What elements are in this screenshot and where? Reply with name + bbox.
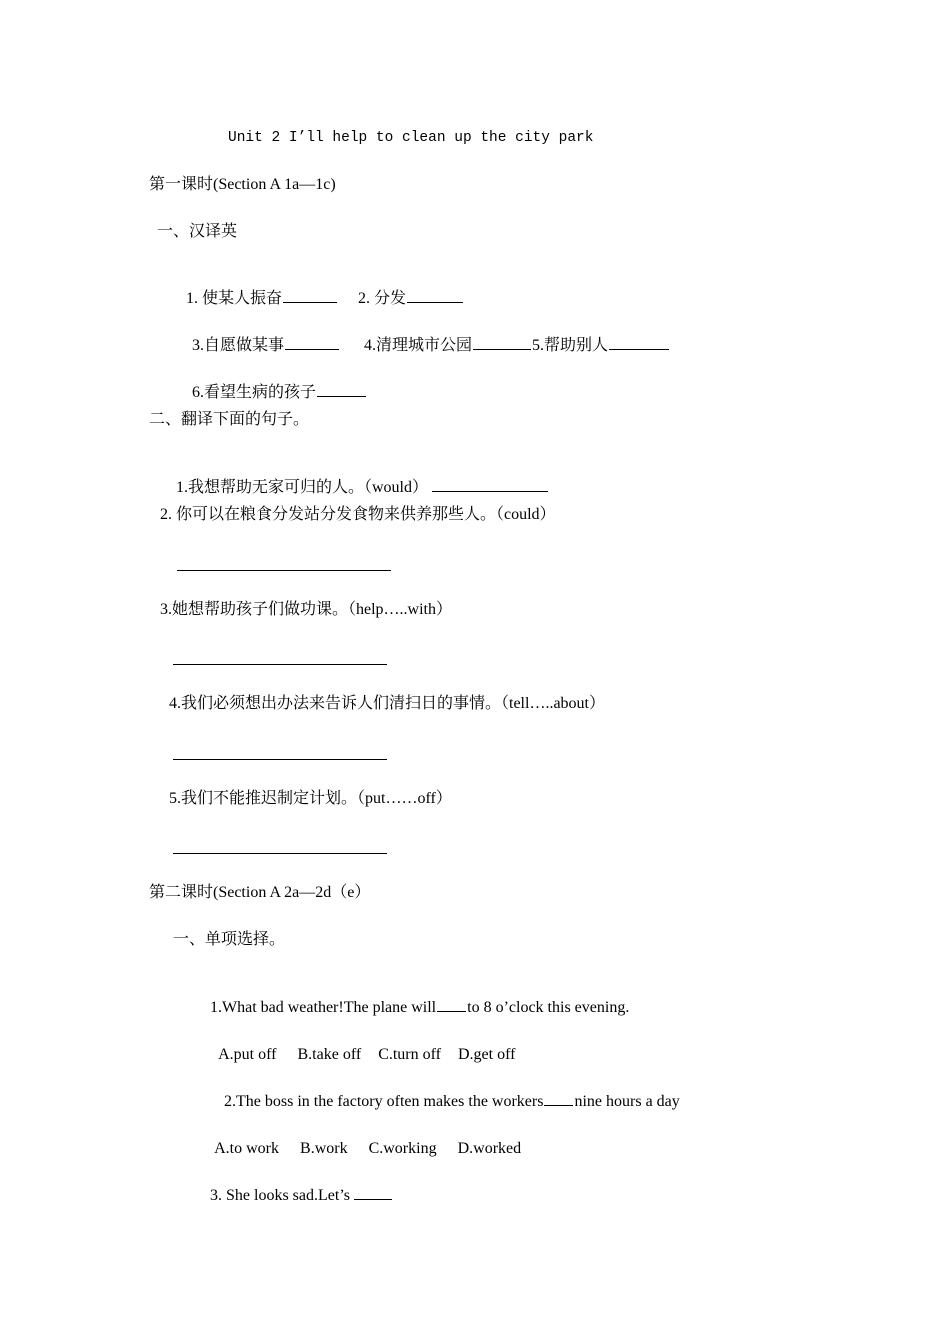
question-1-stem-end: to 8 o’clock this evening. (467, 999, 630, 1016)
page-title: Unit 2 I’ll help to clean up the city park (228, 130, 594, 146)
option-a[interactable]: A.put off (218, 1046, 277, 1063)
vocab-item-1: 1. 使某人振奋 (186, 290, 283, 307)
sentence-5: 5.我们不能推迟制定计划。（put……off） (169, 790, 452, 807)
vocab-item-4: 4.清理城市公园 (364, 337, 473, 354)
sentence-3: 3.她想帮助孩子们做功课。（help…..with） (160, 601, 452, 618)
answer-line[interactable] (173, 853, 387, 854)
option-c[interactable]: C.working (368, 1140, 437, 1157)
answer-blank[interactable] (285, 348, 339, 350)
question-2-stem: 2.The boss in the factory often makes the workers (224, 1093, 544, 1110)
answer-blank[interactable] (283, 301, 337, 303)
question-3 (194, 1166, 393, 1226)
answer-blank[interactable] (354, 1198, 392, 1200)
answer-line[interactable] (177, 570, 391, 571)
question-2-stem-end: nine hours a day (574, 1093, 680, 1110)
vocab-item-2: 2. 分发 (358, 290, 407, 307)
answer-blank[interactable] (609, 348, 669, 350)
question-3-stem: 3. She looks sad.Let’s (210, 1187, 350, 1204)
lesson2-part1-heading: 一、单项选择。 (173, 931, 286, 948)
lesson1-part2-heading: 二、翻译下面的句子。 (149, 411, 310, 428)
sentence-2: 2. 你可以在粮食分发站分发食物来供养那些人。（could） (160, 506, 556, 523)
vocab-item-5: 5.帮助别人 (532, 337, 609, 354)
lesson1-part1-heading: 一、汉译英 (157, 223, 238, 240)
answer-blank[interactable] (432, 490, 548, 492)
vocab-item-6: 6.看望生病的孩子 (192, 384, 317, 401)
answer-blank[interactable] (437, 1010, 466, 1012)
question-1-stem: 1.What bad weather!The plane will (210, 999, 437, 1016)
lesson2-heading: 第二课时(Section A 2a—2d（e） (149, 884, 371, 901)
vocab-item-3: 3.自愿做某事 (192, 337, 285, 354)
answer-blank[interactable] (317, 395, 366, 397)
option-b[interactable]: B.take off (297, 1046, 362, 1063)
answer-line[interactable] (173, 759, 387, 760)
lesson1-heading: 第一课时(Section A 1a—1c) (149, 176, 336, 193)
answer-blank[interactable] (407, 301, 463, 303)
option-c[interactable]: C.turn off (378, 1046, 441, 1063)
sentence-4: 4.我们必须想出办法来告诉人们清扫日的事情。（tell…..about） (169, 695, 605, 712)
option-b[interactable]: B.work (300, 1140, 348, 1157)
option-d[interactable]: D.worked (457, 1140, 522, 1157)
option-a[interactable]: A.to work (214, 1140, 280, 1157)
answer-blank[interactable] (473, 348, 531, 350)
answer-blank[interactable] (544, 1104, 573, 1106)
option-d[interactable]: D.get off (458, 1046, 516, 1063)
answer-line[interactable] (173, 664, 387, 665)
sentence-1-text: 1.我想帮助无家可归的人。（would） (176, 479, 429, 496)
